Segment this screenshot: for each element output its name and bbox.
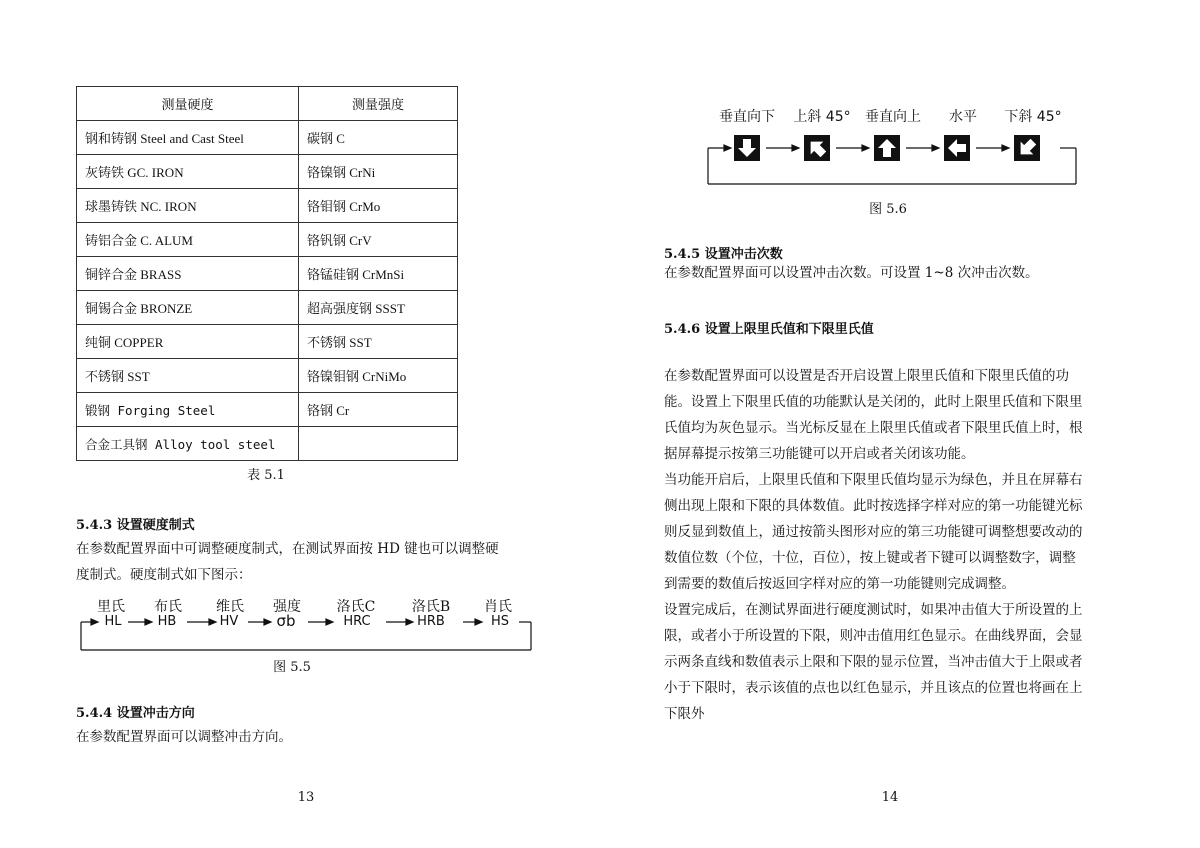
section-heading-544: 5.4.4 设置冲击方向 xyxy=(76,706,195,721)
direction-label-vertical-down: 垂直向下 xyxy=(719,109,775,125)
scale-label-leeb: 里氏 xyxy=(97,599,125,615)
hardness-strength-table xyxy=(76,86,458,461)
table-row xyxy=(77,189,458,223)
section-543-line-1: 在参数配置界面中可调整硬度制式，在测试界面按 HD 键也可以调整硬 xyxy=(76,541,499,557)
table-cell: 铸铝合金 C. ALUM xyxy=(77,223,299,257)
direction-label-vertical-up: 垂直向上 xyxy=(865,109,921,125)
up-left-arrow-icon xyxy=(804,135,830,161)
table-cell: 铜锌合金 BRASS xyxy=(77,257,299,291)
down-left-arrow-icon xyxy=(1014,135,1040,161)
table-cell: 不锈钢 SST xyxy=(77,359,299,393)
table-header-row xyxy=(77,87,458,121)
entry-arrowhead xyxy=(724,145,731,151)
paragraph-line: 小于下限时，表示该值的点也以红色显示，并且该点的位置也将画在上 xyxy=(664,680,1083,696)
section-heading-543: 5.4.3 设置硬度制式 xyxy=(76,518,195,533)
table-cell: 铬镍钼钢 CrNiMo xyxy=(299,359,458,393)
table-row xyxy=(77,325,458,359)
paragraph-line: 则反显到数值上，通过按箭头图形对应的第三功能键可调整想要改动的 xyxy=(664,524,1083,540)
paragraph-line: 到需要的数值后按返回字样对应的第一功能键则完成调整。 xyxy=(664,576,1015,592)
paragraph-line: 设置完成后，在测试界面进行硬度测试时，如果冲击值大于所设置的上 xyxy=(664,602,1083,618)
table-cell: 球墨铸铁 NC. IRON xyxy=(77,189,299,223)
table-header-strength: 测量强度 xyxy=(299,87,458,121)
arrow-2-3 xyxy=(862,145,869,151)
table-row xyxy=(77,121,458,155)
page-number-13: 13 xyxy=(297,790,315,805)
figure-5-6-caption: 图 5.6 xyxy=(869,202,907,217)
table-cell: 铜锡合金 BRONZE xyxy=(77,291,299,325)
arrow-1-2 xyxy=(792,145,799,151)
scale-label-rockwell-c: 洛氏C xyxy=(336,599,376,615)
table-row xyxy=(77,223,458,257)
scale-label-strength: 强度 xyxy=(273,599,301,615)
paragraph-line: 示两条直线和数值表示上限和下限的显示位置，当冲击值大于上限或者 xyxy=(664,654,1083,670)
scale-code-hrb: HRB xyxy=(417,614,445,629)
scale-label-shore: 肖氏 xyxy=(484,599,512,615)
paragraph-line: 据屏幕提示按第三功能键可以开启或者关闭该功能。 xyxy=(664,446,975,462)
scale-code-hv: HV xyxy=(219,614,239,629)
paragraph-line: 限，或者小于所设置的下限，则冲击值用红色显示。在曲线界面，会显 xyxy=(664,628,1083,644)
table-cell: 铬镍钢 CrNi xyxy=(299,155,458,189)
direction-label-down-45: 下斜 45° xyxy=(1004,109,1062,125)
table-caption: 表 5.1 xyxy=(247,468,285,483)
table-cell: 纯铜 COPPER xyxy=(77,325,299,359)
scale-code-hrc: HRC xyxy=(343,614,371,629)
section-546-body xyxy=(664,363,1134,727)
section-543-line-2: 度制式。硬度制式如下图示： xyxy=(76,567,252,583)
scale-code-hb: HB xyxy=(157,614,177,629)
table-row xyxy=(77,291,458,325)
direction-label-horizontal: 水平 xyxy=(949,109,977,125)
paragraph-line: 在参数配置界面可以设置是否开启设置上限里氏值和下限里氏值的功 xyxy=(664,368,1069,384)
table-cell: 铬钢 Cr xyxy=(299,393,458,427)
scale-label-vickers: 维氏 xyxy=(216,599,244,615)
paragraph-line: 当功能开启后，上限里氏值和下限里氏值均显示为绿色，并且在屏幕右 xyxy=(664,472,1083,488)
scale-label-brinell: 布氏 xyxy=(154,599,182,615)
left-arrow-icon xyxy=(944,135,970,161)
table-row xyxy=(77,427,458,461)
arrow-3-4 xyxy=(932,145,939,151)
section-545-line-1: 在参数配置界面可以设置冲击次数。可设置 1~8 次冲击次数。 xyxy=(664,265,1039,281)
scale-code-hl: HL xyxy=(104,614,122,629)
scale-code-sigma-b: σb xyxy=(276,612,296,630)
table-cell: 铬锰硅钢 CrMnSi xyxy=(299,257,458,291)
table-cell: 合金工具钢 Alloy tool steel xyxy=(77,427,299,461)
figure-5-5-caption: 图 5.5 xyxy=(273,660,311,675)
scale-label-rockwell-b: 洛氏B xyxy=(411,599,451,615)
paragraph-line: 侧出现上限和下限的具体数值。此时按选择字样对应的第一功能键光标 xyxy=(664,498,1083,514)
table-cell: 锻钢 Forging Steel xyxy=(77,393,299,427)
section-heading-545: 5.4.5 设置冲击次数 xyxy=(664,247,783,262)
table-cell: 铬钒钢 CrV xyxy=(299,223,458,257)
table-cell: 钢和铸钢 Steel and Cast Steel xyxy=(77,121,299,155)
table-header-hardness: 测量硬度 xyxy=(77,87,299,121)
table-row xyxy=(77,257,458,291)
up-arrow-icon xyxy=(874,135,900,161)
table-cell xyxy=(299,427,458,461)
section-heading-546: 5.4.6 设置上限里氏值和下限里氏值 xyxy=(664,322,874,337)
scale-code-hs: HS xyxy=(490,614,510,629)
paragraph-line: 下限外 xyxy=(664,706,705,722)
table-row xyxy=(77,155,458,189)
table-cell: 碳钢 C xyxy=(299,121,458,155)
down-arrow-icon xyxy=(734,135,760,161)
direction-label-up-45: 上斜 45° xyxy=(793,109,851,125)
paragraph-line: 能。设置上下限里氏值的功能默认是关闭的，此时上限里氏值和下限里 xyxy=(664,394,1083,410)
arrow-4-5 xyxy=(1002,145,1009,151)
table-row xyxy=(77,393,458,427)
table-cell: 不锈钢 SST xyxy=(299,325,458,359)
paragraph-line: 氏值均为灰色显示。当光标反显在上限里氏值或者下限里氏值上时，根 xyxy=(664,420,1083,436)
table-row xyxy=(77,359,458,393)
page-number-14: 14 xyxy=(881,790,899,805)
section-544-line-1: 在参数配置界面可以调整冲击方向。 xyxy=(76,729,292,745)
table-cell: 灰铸铁 GC. IRON xyxy=(77,155,299,189)
paragraph-line: 数值位数（个位，十位，百位），按上键或者下键可以调整数字，调整 xyxy=(664,550,1076,566)
table-cell: 超高强度钢 SSST xyxy=(299,291,458,325)
table-cell: 铬钼钢 CrMo xyxy=(299,189,458,223)
